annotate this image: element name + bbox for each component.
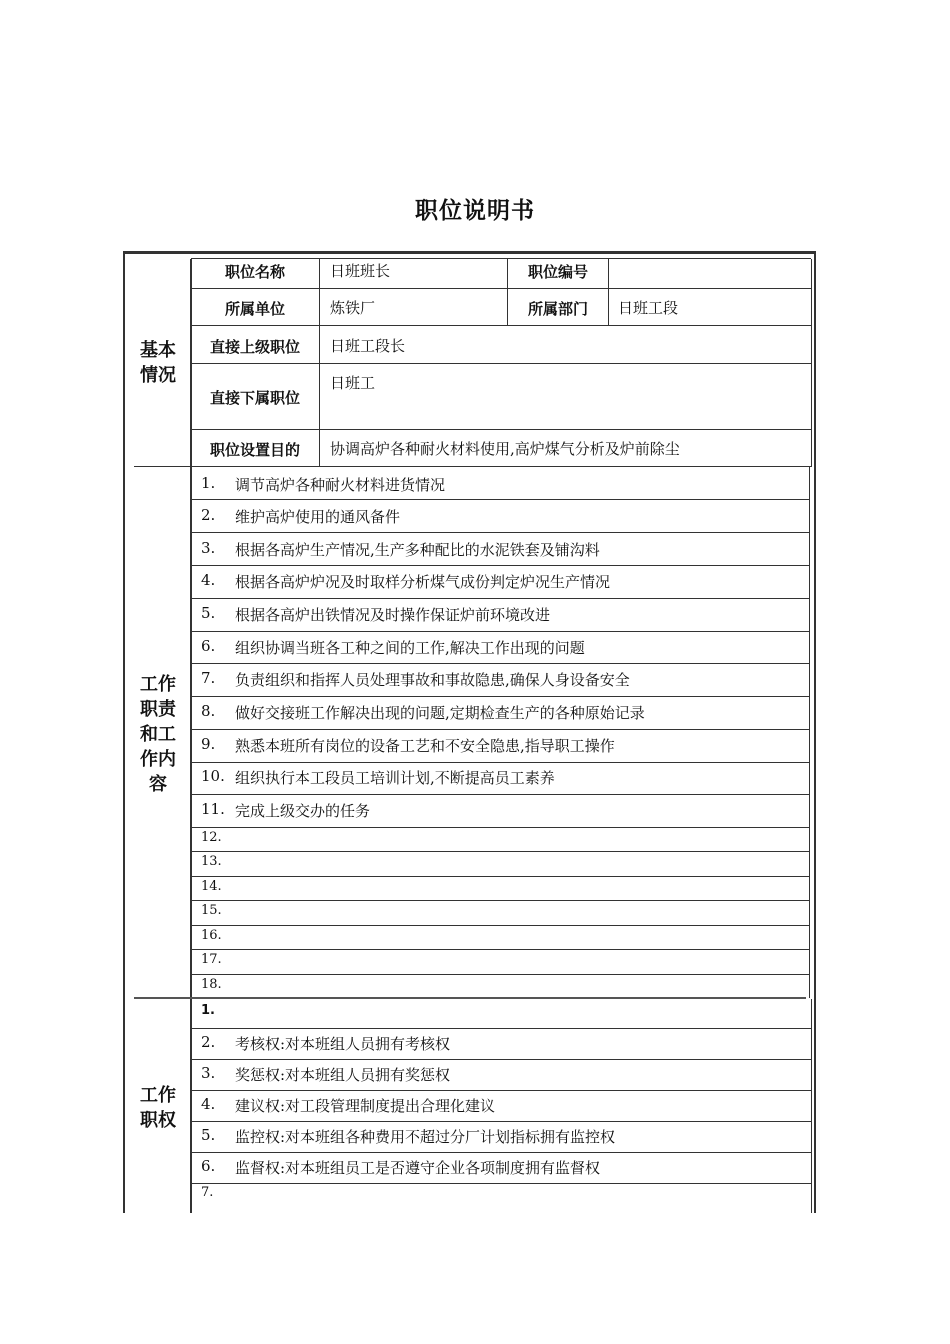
section-label-authority: 工作 职权: [140, 1085, 176, 1131]
row-divider: [191, 1059, 812, 1060]
authority-item-number: 6.: [201, 1157, 216, 1175]
row-divider: [191, 974, 810, 975]
duty-item-number: 13.: [201, 854, 222, 869]
position-code-label: 职位编号: [527, 263, 588, 281]
row-divider: [191, 1121, 812, 1122]
duty-item-text: 完成上级交办的任务: [235, 802, 371, 820]
authority-item-number: 7.: [201, 1185, 214, 1200]
authority-item-text: 考核权:对本班组人员拥有考核权: [235, 1035, 451, 1053]
row-divider: [191, 363, 811, 364]
duty-item-number: 11.: [201, 800, 225, 818]
duty-item-number: 6.: [201, 637, 216, 655]
duty-item-number: 10.: [201, 767, 225, 785]
row-divider: [191, 925, 810, 926]
authority-item-number: 2.: [201, 1033, 216, 1051]
row-divider: [191, 288, 811, 289]
row-divider: [191, 851, 810, 852]
inner-right-edge: [811, 259, 812, 467]
section-label-duties: 工作 职责 和工 作内 容: [140, 674, 176, 795]
department-value: 日班工段: [618, 299, 679, 317]
duty-item-number: 7.: [201, 669, 216, 687]
authority-item-text: 奖惩权:对本班组人员拥有奖惩权: [235, 1066, 451, 1084]
duty-item-number: 9.: [201, 735, 216, 753]
duty-item-number: 16.: [201, 928, 222, 943]
duty-item-number: 2.: [201, 506, 216, 524]
row-divider: [191, 949, 810, 950]
duty-item-number: 8.: [201, 702, 216, 720]
row-divider: [191, 429, 811, 430]
row-divider: [191, 794, 810, 795]
row-divider: [191, 900, 810, 901]
duty-item-number: 14.: [201, 879, 222, 894]
row-divider: [191, 565, 810, 566]
subordinate-label: 直接下属职位: [209, 389, 300, 407]
duty-item-text: 维护高炉使用的通风备件: [235, 508, 401, 526]
authority-item-text: 监控权:对本班组各种费用不超过分厂计划指标拥有监控权: [235, 1128, 616, 1146]
duty-item-text: 负责组织和指挥人员处理事故和事故隐患,确保人身设备安全: [235, 671, 630, 689]
row-divider: [191, 827, 810, 828]
duty-item-number: 12.: [201, 830, 222, 845]
authority-item-number: 4.: [201, 1095, 216, 1113]
purpose-label: 职位设置目的: [209, 441, 300, 459]
row-divider: [191, 1183, 812, 1184]
row-divider: [191, 325, 811, 326]
row-divider: [191, 729, 810, 730]
inner-right-edge: [811, 999, 812, 1213]
section-label-basic: 基本 情况: [140, 340, 176, 386]
duty-item-number: 3.: [201, 539, 216, 557]
duty-item-number: 15.: [201, 903, 222, 918]
section-divider: [134, 466, 812, 467]
row-divider: [191, 762, 810, 763]
duty-item-text: 调节高炉各种耐火材料进货情况: [235, 476, 446, 494]
duty-item-text: 组织执行本工段员工培训计划,不断提高员工素养: [235, 769, 555, 787]
inner-right-edge: [809, 467, 810, 998]
unit-label: 所属单位: [224, 300, 285, 318]
duty-item-text: 熟悉本班所有岗位的设备工艺和不安全隐患,指导职工操作: [235, 737, 615, 755]
duty-item-text: 组织协调当班各工种之间的工作,解决工作出现的问题: [235, 639, 585, 657]
superior-value: 日班工段长: [330, 337, 406, 355]
row-divider: [191, 499, 810, 500]
duty-item-number: 4.: [201, 571, 216, 589]
row-divider: [191, 663, 810, 664]
authority-item-text: 监督权:对本班组员工是否遵守企业各项制度拥有监督权: [235, 1159, 601, 1177]
position-name-label: 职位名称: [224, 263, 285, 281]
authority-item-text: 建议权:对工段管理制度提出合理化建议: [235, 1097, 496, 1115]
row-divider: [191, 1028, 812, 1029]
row-divider: [191, 1090, 812, 1091]
row-divider: [191, 532, 810, 533]
authority-item-number: 5.: [201, 1126, 216, 1144]
department-label: 所属部门: [527, 300, 588, 318]
row-divider: [191, 258, 811, 259]
purpose-value: 协调高炉各种耐火材料使用,高炉煤气分析及炉前除尘: [330, 440, 680, 458]
authority-item-number: 3.: [201, 1064, 216, 1082]
row-divider: [191, 598, 810, 599]
duty-item-text: 根据各高炉生产情况,生产多种配比的水泥铁套及铺沟料: [235, 541, 600, 559]
section-divider: [134, 997, 806, 999]
subordinate-value: 日班工: [330, 374, 376, 392]
duty-item-text: 做好交接班工作解决出现的问题,定期检查生产的各种原始记录: [235, 704, 645, 722]
row-divider: [191, 876, 810, 877]
duty-item-number: 17.: [201, 952, 222, 967]
unit-value: 炼铁厂: [330, 299, 376, 317]
row-divider: [191, 631, 810, 632]
row-divider: [191, 1152, 812, 1153]
duty-item-number: 1.: [201, 474, 216, 492]
position-name-value: 日班班长: [330, 262, 391, 280]
authority-item-number: 1.: [201, 1003, 215, 1018]
column-divider: [608, 259, 609, 325]
duty-item-text: 根据各高炉出铁情况及时操作保证炉前环境改进: [235, 606, 551, 624]
duty-item-text: 根据各高炉炉况及时取样分析煤气成份判定炉况生产情况: [235, 573, 611, 591]
superior-label: 直接上级职位: [209, 338, 300, 356]
row-divider: [191, 696, 810, 697]
page-title: 职位说明书: [415, 198, 535, 224]
duty-item-number: 18.: [201, 977, 222, 992]
duty-item-number: 5.: [201, 604, 216, 622]
